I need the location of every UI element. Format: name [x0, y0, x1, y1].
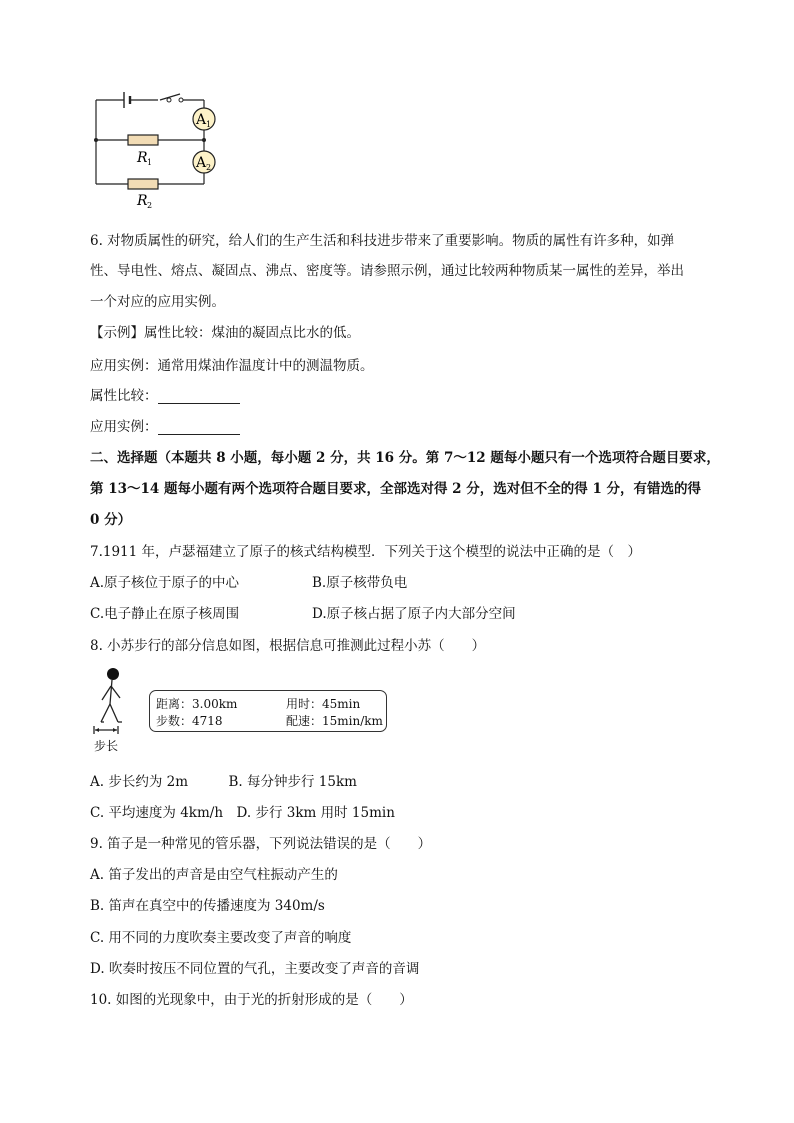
q6-property-blank[interactable] — [158, 389, 240, 404]
q7-option-b: B.原子核带负电 — [312, 575, 408, 591]
walking-figure — [88, 664, 136, 759]
ammeter-a2-subscript: 2 — [206, 163, 212, 172]
q9-stem: 9. 笛子是一种常见的管乐器，下列说法错误的是（ ） — [90, 836, 432, 852]
q7-option-c: C.电子静止在原子核周围 — [90, 606, 240, 622]
resistor-r2-subscript: 2 — [147, 201, 153, 210]
info-pace: 配速：15min/km — [286, 714, 383, 728]
info-distance: 距离：3.00km — [156, 697, 238, 711]
section2-line3: 0 分） — [90, 512, 132, 528]
q9-option-c: C. 用不同的力度吹奏主要改变了声音的响度 — [90, 930, 352, 946]
q6-application-label: 应用实例： — [90, 419, 158, 435]
q6-example-application: 应用实例：通常用煤油作温度计中的测温物质。 — [90, 358, 374, 374]
info-time: 用时：45min — [286, 697, 361, 711]
ammeter-a1-label: A — [196, 112, 207, 128]
q7-stem: 7.1911 年，卢瑟福建立了原子的核式结构模型．下列关于这个模型的说法中正确的是（ ） — [90, 544, 642, 560]
resistor-r1-label: R — [137, 150, 148, 166]
q6-application-blank[interactable] — [158, 420, 240, 435]
section2-line1: 二、选择题（本题共 8 小题，每小题 2 分，共 16 分。第 7～12 题每小题只有一个选项符合题目要求， — [90, 450, 720, 466]
q8-options-cd: C. 平均速度为 4km/h D. 步行 3km 用时 15min — [90, 805, 395, 821]
q10-stem: 10. 如图的光现象中，由于光的折射形成的是（ ） — [90, 992, 413, 1008]
q6-line3: 一个对应的应用实例。 — [90, 294, 225, 310]
ammeter-a2-label: A — [196, 155, 207, 171]
q9-option-d: D. 吹奏时按压不同位置的气孔，主要改变了声音的音调 — [90, 961, 420, 977]
ammeter-a1-subscript: 1 — [206, 120, 212, 129]
q6-property-label: 属性比较： — [90, 388, 158, 404]
q7-option-a: A.原子核位于原子的中心 — [90, 575, 240, 591]
circuit-diagram — [88, 88, 228, 213]
q6-application-answer — [90, 415, 240, 435]
q6-example-property: 【示例】属性比较：煤油的凝固点比水的低。 — [90, 325, 360, 341]
q9-option-b: B. 笛声在真空中的传播速度为 340m/s — [90, 898, 325, 914]
q6-line1: 6. 对物质属性的研究，给人们的生产生活和科技进步带来了重要影响。物质的属性有许多种，如弹 — [90, 233, 675, 249]
q6-line2: 性、导电性、熔点、凝固点、沸点、密度等。请参照示例，通过比较两种物质某一属性的差异，举出 — [90, 263, 684, 279]
info-steps: 步数：4718 — [156, 714, 223, 728]
resistor-r1-subscript: 1 — [147, 158, 153, 167]
walking-info-box — [149, 690, 387, 732]
section2-line2: 第 13～14 题每小题有两个选项符合题目要求，全部选对得 2 分，选对但不全的得 1 分，有错选的得 — [90, 481, 702, 497]
q9-option-a: A. 笛子发出的声音是由空气柱振动产生的 — [90, 867, 338, 883]
resistor-r2-label: R — [137, 193, 148, 209]
step-length-label: 步长 — [94, 739, 119, 753]
q6-property-answer — [90, 384, 240, 404]
q8-stem: 8. 小苏步行的部分信息如图，根据信息可推测此过程小苏（ ） — [90, 638, 486, 654]
q7-option-d: D.原子核占据了原子内大部分空间 — [312, 606, 516, 622]
q8-options-ab: A. 步长约为 2m B. 每分钟步行 15km — [90, 774, 357, 790]
